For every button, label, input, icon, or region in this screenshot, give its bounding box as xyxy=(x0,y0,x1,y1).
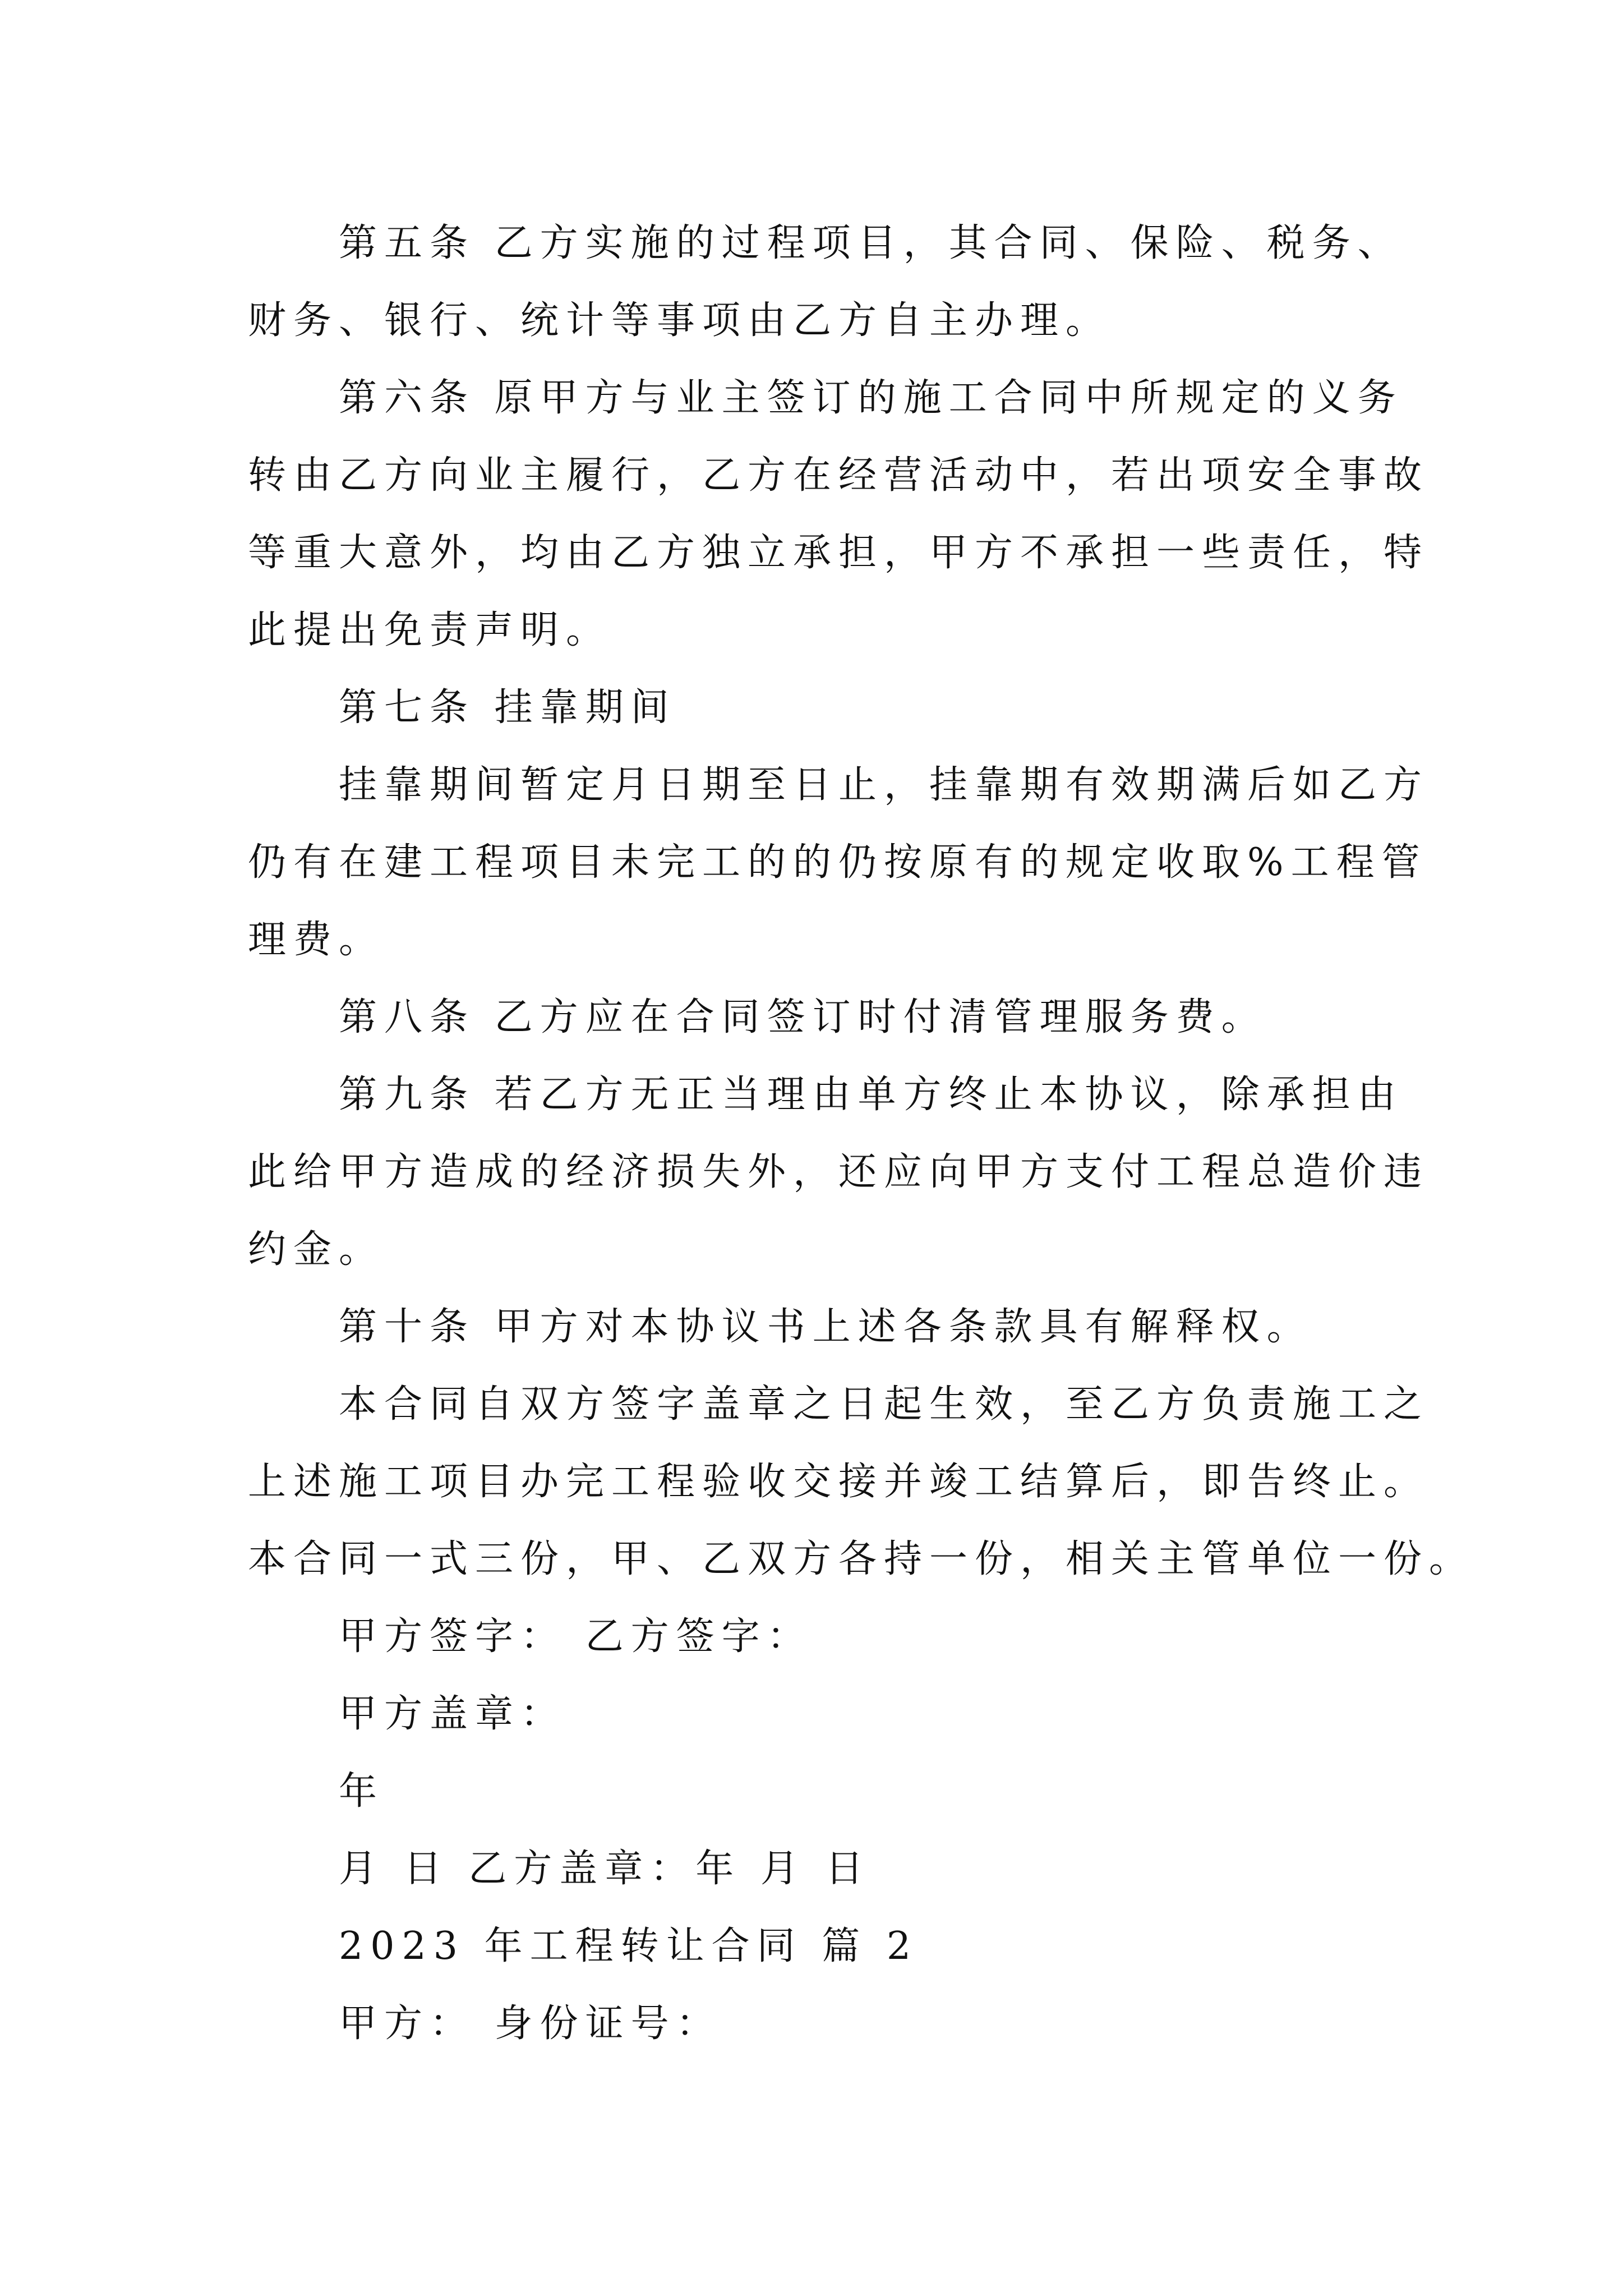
article-10-line: 第十条 甲方对本协议书上述各条款具有解释权。 xyxy=(339,1305,1312,1349)
article-6-line-2: 转由乙方向业主履行，乙方在经营活动中，若出项安全事故 xyxy=(248,453,1430,498)
article-5-line-1: 第五条 乙方实施的过程项目，其合同、保险、税务、 xyxy=(339,221,1403,265)
party-a-seal-line: 甲方盖章： xyxy=(339,1692,566,1736)
article-7-line-1: 挂靠期间暂定月日期至日止，挂靠期有效期满后如乙方 xyxy=(339,763,1430,807)
article-7-line-2: 仍有在建工程项目未完工的的仍按原有的规定收取%工程管 xyxy=(248,840,1427,885)
article-7-line-3: 理费。 xyxy=(248,918,385,962)
signature-line: 甲方签字： 乙方签字： xyxy=(339,1614,813,1659)
article-8-line: 第八条 乙方应在合同签订时付清管理服务费。 xyxy=(339,995,1267,1039)
party-a-id-line: 甲方： 身份证号： xyxy=(339,2001,722,2046)
year-line: 年 xyxy=(339,1769,385,1814)
section-title: 2023 年工程转让合同 篇 2 xyxy=(339,1924,919,1968)
copies-clause-line: 本合同一式三份，甲、乙双方各持一份，相关主管单位一份。 xyxy=(248,1537,1475,1581)
date-seal-line: 月 日 乙方盖章：年 月 日 xyxy=(339,1847,871,1891)
effective-clause-line-1: 本合同自双方签字盖章之日起生效，至乙方负责施工之 xyxy=(339,1382,1430,1427)
article-6-line-4: 此提出免责声明。 xyxy=(248,608,612,652)
article-7-heading: 第七条 挂靠期间 xyxy=(339,685,676,730)
article-9-line-2: 此给甲方造成的经济损失外，还应向甲方支付工程总造价违 xyxy=(248,1150,1430,1194)
article-5-line-2: 财务、银行、统计等事项由乙方自主办理。 xyxy=(248,298,1112,343)
article-9-line-3: 约金。 xyxy=(248,1227,385,1272)
article-9-line-1: 第九条 若乙方无正当理由单方终止本协议，除承担由 xyxy=(339,1073,1403,1117)
article-6-line-1: 第六条 原甲方与业主签订的施工合同中所规定的义务 xyxy=(339,376,1403,420)
effective-clause-line-2: 上述施工项目办完工程验收交接并竣工结算后，即告终止。 xyxy=(248,1460,1430,1504)
article-6-line-3: 等重大意外，均由乙方独立承担，甲方不承担一些责任，特 xyxy=(248,531,1430,575)
